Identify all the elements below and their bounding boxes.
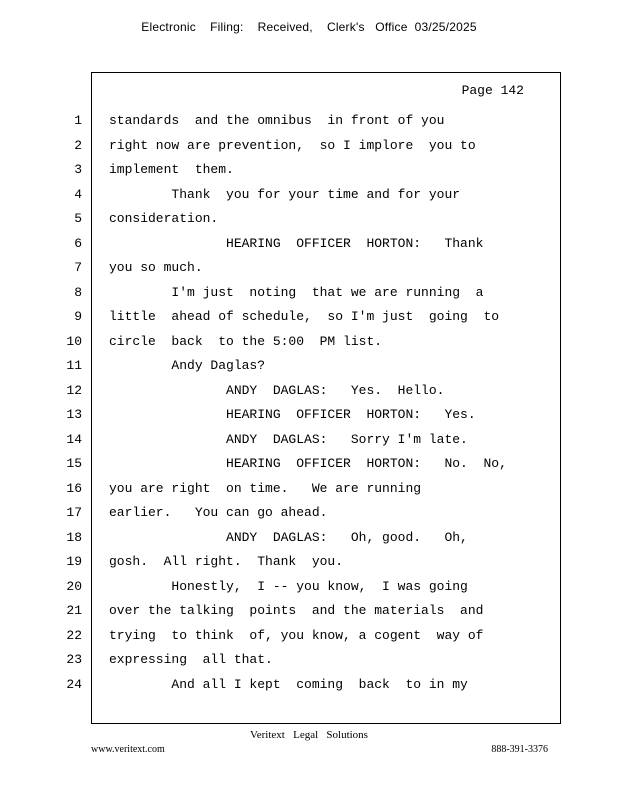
transcript-line: ANDY DAGLAS: Sorry I'm late. — [109, 431, 468, 447]
filing-header: Electronic Filing: Received, Clerk's Office 03/25/2025 — [141, 20, 477, 34]
transcript-line: HEARING OFFICER HORTON: No. No, — [109, 456, 507, 471]
line-number: 11 — [66, 358, 82, 373]
line-number: 7 — [74, 260, 82, 275]
line-number: 4 — [74, 186, 82, 202]
line-number: 21 — [66, 603, 82, 618]
transcript-line: right now are prevention, so I implore you to — [109, 137, 476, 153]
line-number: 20 — [66, 578, 82, 594]
line-number: 19 — [66, 554, 82, 569]
page-number: Page 142 — [461, 83, 524, 98]
line-number: 10 — [66, 333, 82, 349]
transcript-line: trying to think of, you know, a cogent way of — [109, 627, 484, 643]
transcript-line: you so much. — [109, 260, 203, 275]
line-number: 17 — [66, 505, 82, 520]
line-number: 12 — [66, 382, 82, 398]
line-number: 5 — [74, 211, 82, 226]
transcript-line: gosh. All right. Thank you. — [109, 554, 344, 569]
line-number: 18 — [66, 529, 82, 545]
transcript-line: HEARING OFFICER HORTON: Thank — [109, 235, 484, 251]
transcript-line: little ahead of schedule, so I'm just going to — [109, 309, 500, 324]
transcript-line: And all I kept coming back to in my — [109, 676, 468, 692]
line-number: 24 — [66, 676, 82, 692]
line-number: 3 — [74, 162, 82, 177]
transcript-line: circle back to the 5:00 PM list. — [109, 333, 383, 349]
footer-website: www.veritext.com — [91, 744, 165, 755]
transcript-line: I'm just noting that we are running a — [109, 284, 484, 300]
line-number: 8 — [74, 284, 82, 300]
line-number: 9 — [74, 309, 82, 324]
transcript-line: Honestly, I -- you know, I was going — [109, 578, 468, 594]
footer-company: Veritext Legal Solutions — [250, 729, 368, 741]
transcript-line: Andy Daglas? — [109, 358, 266, 373]
line-number: 14 — [66, 431, 82, 447]
transcript-line: Thank you for your time and for your — [109, 186, 461, 202]
line-number: 22 — [66, 627, 82, 643]
line-number: 16 — [66, 480, 82, 496]
transcript-line: expressing all that. — [109, 652, 273, 667]
transcript-line: standards and the omnibus in front of you — [109, 113, 445, 128]
line-number: 15 — [66, 456, 82, 471]
transcript-line: consideration. — [109, 211, 219, 226]
line-number: 13 — [66, 407, 82, 422]
line-number: 1 — [74, 113, 82, 128]
line-number: 23 — [66, 652, 82, 667]
line-number: 6 — [74, 235, 82, 251]
transcript-line: over the talking points and the materials and — [109, 603, 484, 618]
transcript-line: you are right on time. We are running — [109, 480, 422, 496]
transcript-line: HEARING OFFICER HORTON: Yes. — [109, 407, 476, 422]
line-number: 2 — [74, 137, 82, 153]
transcript-line: earlier. You can go ahead. — [109, 505, 328, 520]
footer-phone: 888-391-3376 — [491, 744, 548, 755]
transcript-line: implement them. — [109, 162, 234, 177]
transcript-line: ANDY DAGLAS: Oh, good. Oh, — [109, 529, 468, 545]
transcript-line: ANDY DAGLAS: Yes. Hello. — [109, 382, 445, 398]
